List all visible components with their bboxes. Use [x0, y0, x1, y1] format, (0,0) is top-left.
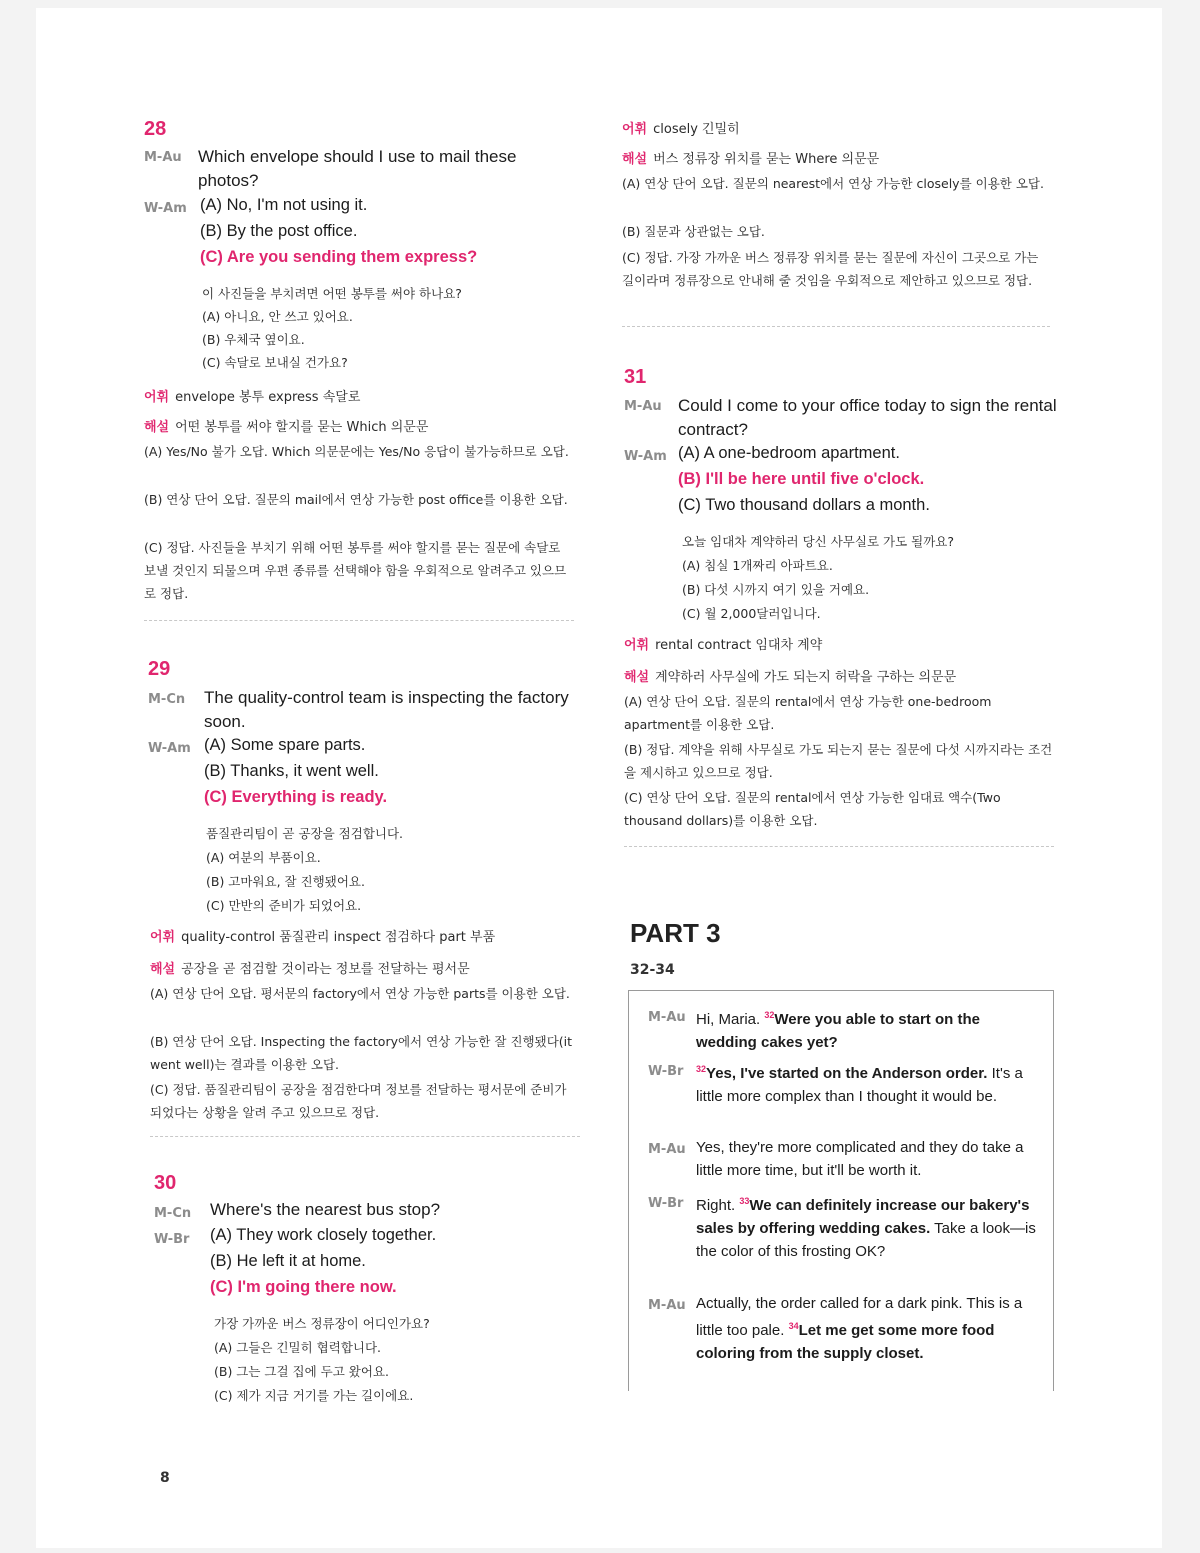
explanation-label: 해설 — [144, 420, 170, 435]
script-key-text: Yes, I've started on the Anderson order. — [706, 1065, 988, 1082]
speaker-label: M-Au — [648, 1010, 686, 1025]
vocab-text: envelope 봉투 express 속달로 — [175, 390, 361, 405]
explanation-item: (C) 정답. 사진들을 부치기 위해 어떤 봉투를 써야 할지를 묻는 질문에 속달로 보낼 것인지 되물으며 우편 종류를 선택해야 함을 우회적으로 알려주고 있으므로 정답. — [144, 540, 567, 601]
translation-line: (C) 월 2,000달러입니다. — [682, 606, 821, 621]
question-text: Where's the nearest bus stop? — [210, 1200, 441, 1219]
speaker-label: M-Au — [648, 1142, 686, 1157]
script-text: Hi, Maria. — [696, 1011, 765, 1028]
translation-line: (B) 우체국 옆이요. — [202, 332, 305, 347]
translation-line: (C) 제가 지금 거기를 가는 길이에요. — [214, 1388, 414, 1403]
divider — [144, 620, 574, 621]
part-title: PART 3 — [630, 918, 721, 948]
script-key-text: We can definitely increase our bakery's sales by offering wedding cakes. — [696, 1197, 1030, 1237]
question-number-30: 30 — [154, 1172, 177, 1194]
explanation-item: (C) 정답. 품질관리팀이 공장을 점검한다며 정보를 전달하는 평서문에 준비가 되었다는 상황을 알려 주고 있으므로 정답. — [150, 1082, 567, 1120]
explanation-title — [624, 666, 956, 685]
translation-line: (A) 여분의 부품이요. — [206, 850, 321, 865]
explanation-item: (A) Yes/No 불가 오답. Which 의문문에는 Yes/No 응답이 불가능하므로 오답. — [144, 444, 569, 459]
page — [36, 8, 1162, 1548]
divider — [622, 326, 1050, 327]
translation-line: 이 사진들을 부치려면 어떤 봉투를 써야 하나요? — [202, 286, 462, 301]
vocab-text: quality-control 품질관리 inspect 점검하다 part 부품 — [181, 930, 496, 945]
speaker-label: W-Am — [144, 201, 187, 216]
option-a: (A) No, I'm not using it. — [200, 196, 368, 214]
question-text: Could I come to your office today to sign the rental contract? — [678, 396, 1057, 439]
script-text: Right. — [696, 1197, 740, 1214]
question-number-31: 31 — [624, 366, 647, 388]
explanation-item: (A) 연상 단어 오답. 질문의 nearest에서 연상 가능한 closely를 이용한 오답. — [622, 176, 1044, 191]
script-line — [696, 1292, 1041, 1365]
translation-line: (A) 그들은 긴밀히 협력합니다. — [214, 1340, 382, 1355]
vocab-line — [144, 386, 360, 405]
question-text: The quality-control team is inspecting the factory soon. — [204, 688, 569, 731]
explanation-label: 해설 — [150, 962, 176, 977]
vocab-label: 어휘 — [622, 122, 648, 137]
translation-line: (A) 침실 1개짜리 아파트요. — [682, 558, 833, 573]
option-a: (A) A one-bedroom apartment. — [678, 444, 900, 462]
speaker-label: M-Au — [624, 399, 662, 414]
option-b-answer: (B) I'll be here until five o'clock. — [678, 470, 925, 488]
explanation-item: (A) 연상 단어 오답. 질문의 rental에서 연상 가능한 one-bedroom apartment를 이용한 오답. — [624, 694, 992, 732]
vocab-line — [622, 118, 740, 137]
option-b: (B) He left it at home. — [210, 1252, 366, 1270]
script-text: It's a little more complex than I thought it would be. — [696, 1065, 1023, 1105]
option-b: (B) By the post office. — [200, 222, 358, 240]
question-ref: 33 — [739, 1196, 750, 1206]
explanation-item: (B) 연상 단어 오답. Inspecting the factory에서 연상 가능한 잘 진행됐다(it went well)는 결과를 이용한 오답. — [150, 1034, 573, 1072]
translation-line: (A) 아니요, 안 쓰고 있어요. — [202, 309, 353, 324]
translation-line: (B) 다섯 시까지 여기 있을 거예요. — [682, 582, 870, 597]
explanation-label: 해설 — [622, 152, 648, 167]
speaker-label: W-Am — [148, 741, 191, 756]
explanation-title — [150, 958, 470, 977]
option-a: (A) They work closely together. — [210, 1226, 437, 1244]
speaker-label: M-Cn — [148, 692, 186, 707]
speaker-label: M-Cn — [154, 1206, 192, 1221]
divider — [624, 846, 1054, 847]
translation-line: (C) 속달로 보내실 건가요? — [202, 355, 348, 370]
speaker-label: W-Br — [154, 1232, 190, 1247]
speaker-label: W-Br — [648, 1196, 684, 1211]
script-line — [696, 1136, 1041, 1182]
question-number-28: 28 — [144, 118, 167, 140]
option-c: (C) Two thousand dollars a month. — [678, 496, 930, 514]
question-ref: 34 — [788, 1321, 799, 1331]
speaker-label: M-Au — [144, 150, 182, 165]
explanation-title — [144, 416, 428, 435]
option-a: (A) Some spare parts. — [204, 736, 366, 754]
explanation-label: 해설 — [624, 670, 650, 685]
explanation-item: (A) 연상 단어 오답. 평서문의 factory에서 연상 가능한 parts를 이용한 오답. — [150, 986, 570, 1001]
script-line — [696, 1004, 1036, 1054]
question-text: Which envelope should I use to mail these photos? — [198, 147, 517, 190]
page-number: 8 — [160, 1470, 170, 1486]
vocab-line — [150, 926, 495, 945]
script-key-text: Let me get some more food coloring from the supply closet. — [696, 1322, 995, 1362]
translation-line: 품질관리팀이 곧 공장을 점검합니다. — [206, 826, 404, 841]
option-c-answer: (C) I'm going there now. — [210, 1278, 397, 1296]
explanation-title-text: 어떤 봉투를 써야 할지를 묻는 Which 의문문 — [175, 420, 429, 435]
script-key-text: Were you able to start on the wedding cakes yet? — [696, 1011, 980, 1051]
vocab-line — [624, 634, 822, 653]
translation-line: 가장 가까운 버스 정류장이 어디인가요? — [214, 1316, 430, 1331]
script-line — [696, 1190, 1036, 1263]
script-text: Actually, the order called for a dark pink. This is a little too pale. — [696, 1295, 1023, 1339]
speaker-label: M-Au — [648, 1298, 686, 1313]
explanation-item: (B) 정답. 계약을 위해 사무실로 가도 되는지 묻는 질문에 다섯 시까지라는 조건을 제시하고 있으므로 정답. — [624, 742, 1053, 780]
translation-line: 오늘 임대차 계약하러 당신 사무실로 가도 될까요? — [682, 534, 954, 549]
option-c-answer: (C) Everything is ready. — [204, 788, 388, 806]
option-c-answer: (C) Are you sending them express? — [200, 248, 478, 266]
explanation-item: (B) 질문과 상관없는 오답. — [622, 224, 765, 239]
speaker-label: W-Am — [624, 449, 667, 464]
question-number-29: 29 — [148, 658, 171, 680]
script-line — [696, 1058, 1036, 1108]
question-ref: 32 — [696, 1064, 707, 1074]
explanation-item: (B) 연상 단어 오답. 질문의 mail에서 연상 가능한 post office를 이용한 오답. — [144, 492, 568, 507]
option-b: (B) Thanks, it went well. — [204, 762, 379, 780]
vocab-text: closely 긴밀히 — [653, 122, 740, 137]
vocab-label: 어휘 — [144, 390, 170, 405]
translation-line: (B) 고마워요, 잘 진행됐어요. — [206, 874, 365, 889]
vocab-text: rental contract 임대차 계약 — [655, 638, 823, 653]
translation-line: (C) 만반의 준비가 되었어요. — [206, 898, 362, 913]
question-ref: 32 — [764, 1010, 775, 1020]
speaker-label: W-Br — [648, 1064, 684, 1079]
script-text: Yes, they're more complicated and they do take a little more time, but it'll be worth it. — [696, 1139, 1024, 1179]
explanation-title-text: 계약하러 사무실에 가도 되는지 허락을 구하는 의문문 — [655, 670, 957, 685]
explanation-item: (C) 정답. 가장 가까운 버스 정류장 위치를 묻는 질문에 자신이 그곳으로 가는 길이라며 정류장으로 안내해 줄 것임을 우회적으로 제안하고 있으므로 정답. — [622, 250, 1039, 288]
explanation-title-text: 버스 정류장 위치를 묻는 Where 의문문 — [653, 152, 880, 167]
translation-line: (B) 그는 그걸 집에 두고 왔어요. — [214, 1364, 389, 1379]
vocab-label: 어휘 — [150, 930, 176, 945]
explanation-title-text: 공장을 곧 점검할 것이라는 정보를 전달하는 평서문 — [181, 962, 470, 977]
explanation-item: (C) 연상 단어 오답. 질문의 rental에서 연상 가능한 임대료 액수(Two thousand dollars)를 이용한 오답. — [624, 790, 1001, 828]
script-text: Take a look—is the color of this frosting OK? — [696, 1220, 1036, 1260]
vocab-label: 어휘 — [624, 638, 650, 653]
divider — [150, 1136, 580, 1137]
explanation-title — [622, 148, 879, 167]
question-range: 32-34 — [630, 962, 675, 978]
